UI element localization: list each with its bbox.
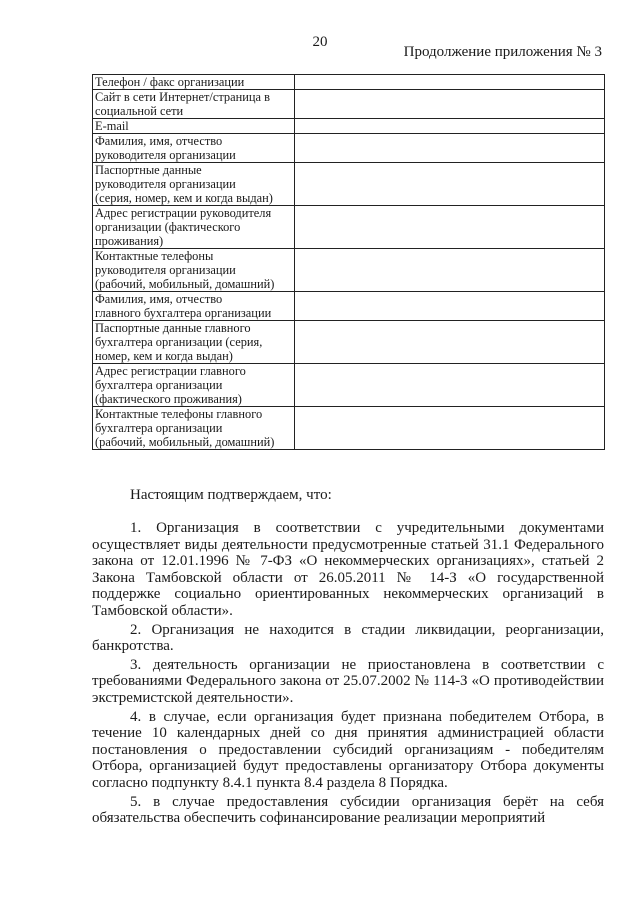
row-label	[93, 364, 295, 407]
paragraph-1: 1. Организация в соответствии с учредительными документами осуществляет виды деятельности предусмотренные статьей 31.1 Федерального закона от 12.01.1996 № 7-ФЗ «О некоммерческих организациях», статьей 2 Закона Тамбовской области от 26.05.2011 № 14-З «О государственной поддержке социально ориентированных некоммерческих организаций в Тамбовской области».	[92, 520, 604, 619]
table-row	[93, 321, 605, 364]
organization-info-table	[92, 74, 605, 450]
row-label-line: Адрес регистрации руководителя	[95, 206, 272, 220]
table-row	[93, 119, 605, 134]
row-label-line: E-mail	[95, 119, 129, 133]
row-value[interactable]	[295, 321, 605, 364]
row-value[interactable]	[295, 407, 605, 450]
row-label-line: бухгалтера организации (серия,	[95, 335, 263, 349]
table-row	[93, 75, 605, 90]
row-label	[93, 163, 295, 206]
row-label-line: руководителя организации	[95, 177, 236, 191]
confirmation-text	[92, 520, 604, 829]
row-label-line: Адрес регистрации главного	[95, 364, 246, 378]
table-row	[93, 292, 605, 321]
row-label-line: социальной сети	[95, 104, 184, 118]
row-label-line: Паспортные данные главного	[95, 321, 251, 335]
row-label-line: Фамилия, имя, отчество	[95, 292, 223, 306]
row-value[interactable]	[295, 163, 605, 206]
row-value[interactable]	[295, 292, 605, 321]
row-label-line: главного бухгалтера организации	[95, 306, 272, 320]
appendix-note: Продолжение приложения № 3	[403, 44, 602, 60]
row-label-line: (рабочий, мобильный, домашний)	[95, 435, 275, 449]
row-label-line: (серия, номер, кем и когда выдан)	[95, 191, 273, 205]
table-row	[93, 163, 605, 206]
row-label-line: проживания)	[95, 234, 164, 248]
row-value[interactable]	[295, 119, 605, 134]
row-label-line: (рабочий, мобильный, домашний)	[95, 277, 275, 291]
row-label-line: бухгалтера организации	[95, 378, 223, 392]
row-label	[93, 134, 295, 163]
row-label-line: Паспортные данные	[95, 163, 202, 177]
row-label	[93, 119, 295, 134]
row-label-line: Фамилия, имя, отчество	[95, 134, 223, 148]
row-label-line: (фактического проживания)	[95, 392, 242, 406]
row-label	[93, 249, 295, 292]
table-row	[93, 206, 605, 249]
row-label	[93, 292, 295, 321]
row-label-line: бухгалтера организации	[95, 421, 223, 435]
row-value[interactable]	[295, 206, 605, 249]
row-value[interactable]	[295, 364, 605, 407]
row-label-line: Контактные телефоны главного	[95, 407, 263, 421]
row-value[interactable]	[295, 249, 605, 292]
row-label	[93, 75, 295, 90]
confirm-heading: Настоящим подтверждаем, что:	[130, 487, 332, 503]
table-row	[93, 364, 605, 407]
row-label-line: организации (фактического	[95, 220, 241, 234]
row-label-line: Сайт в сети Интернет/страница в	[95, 90, 270, 104]
row-label	[93, 321, 295, 364]
paragraph-2: 2. Организация не находится в стадии ликвидации, реорганизации, банкротства.	[92, 621, 604, 655]
row-label-line: номер, кем и когда выдан)	[95, 349, 233, 363]
paragraph-4: 4. в случае, если организация будет признана победителем Отбора, в течение 10 календарных дней со дня принятия администрацией области постановления о предоставлении субсидий организациям - победителям Отбора, организацией будут предоставлены организатору Отбора документы согласно подпункту 8.4.1 пункта 8.4 раздела 8 Порядка.	[92, 708, 604, 791]
row-value[interactable]	[295, 90, 605, 119]
row-label	[93, 90, 295, 119]
table-row	[93, 249, 605, 292]
row-label-line: Телефон / факс организации	[95, 75, 245, 89]
table-row	[93, 134, 605, 163]
page-number: 20	[312, 34, 328, 50]
paragraph-5: 5. в случае предоставления субсидии организация берёт на себя обязательства обеспечить софинансирование реализации мероприятий	[92, 793, 604, 827]
row-label	[93, 206, 295, 249]
table-row	[93, 407, 605, 450]
row-label-line: руководителя организации	[95, 263, 236, 277]
row-label	[93, 407, 295, 450]
row-label-line: Контактные телефоны	[95, 249, 214, 263]
row-label-line: руководителя организации	[95, 148, 236, 162]
table-row	[93, 90, 605, 119]
paragraph-3: 3. деятельность организации не приостановлена в соответствии с требованиями Федерального закона от 25.07.2002 № 114-З «О противодействии экстремистской деятельности».	[92, 656, 604, 706]
row-value[interactable]	[295, 75, 605, 90]
row-value[interactable]	[295, 134, 605, 163]
